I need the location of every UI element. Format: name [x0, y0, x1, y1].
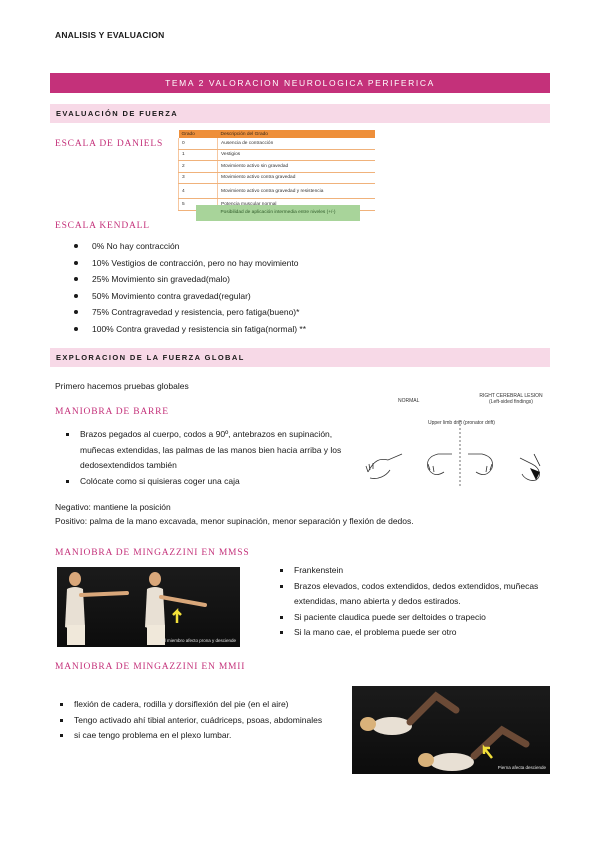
mmii-caption: Pierna afecta desciende: [497, 765, 546, 770]
topic-banner: TEMA 2 VALORACION NEUROLOGICA PERIFERICA: [50, 73, 550, 93]
arrow-icon: [484, 748, 492, 758]
barre-positive: Positivo: palma de la mano excavada, menor supinación, menor separación y flexión de dedos.: [55, 516, 414, 526]
table-cell: Vestigios: [218, 149, 376, 161]
table-cell: Movimiento activo contra gravedad y resistencia: [218, 184, 376, 199]
daniels-table-header: [179, 130, 376, 138]
barre-figure: [360, 390, 550, 490]
figure-label-drift: Upper limb drift (pronator drift): [428, 420, 495, 426]
list-item: 75% Contragravedad y resistencia, pero fatiga(bueno)*: [74, 304, 514, 321]
table-cell: 2: [179, 161, 218, 173]
table-cell: 1: [179, 149, 218, 161]
table-cell: 0: [179, 138, 218, 149]
barre-heading: MANIOBRA DE BARRE: [55, 407, 169, 417]
mmss-illustration: [57, 567, 240, 647]
list-item: 100% Contra gravedad y resistencia sin fatiga(normal) **: [74, 321, 514, 338]
list-item: 0% No hay contracción: [74, 238, 514, 255]
global-intro: Primero hacemos pruebas globales: [55, 381, 189, 391]
list-item: Si paciente claudica puede ser deltoides o trapecio: [278, 610, 550, 626]
figure-label-normal: NORMAL: [398, 398, 420, 404]
kendall-list: [74, 238, 514, 337]
list-item: Colócate como si quisieras coger una caja: [64, 474, 354, 490]
list-item: 50% Movimiento contra gravedad(regular): [74, 288, 514, 305]
figure-label-lesion-title: RIGHT CEREBRAL LESION: [479, 393, 543, 399]
list-item: Tengo activado ahí tibial anterior, cuádriceps, psoas, abdominales: [58, 713, 348, 729]
mmss-photo: [57, 567, 240, 647]
table-row: [179, 138, 376, 149]
daniels-col-grade: Grado: [179, 130, 218, 138]
document-header: ANALISIS Y EVALUACION: [55, 30, 165, 40]
barre-list: [64, 427, 354, 489]
list-item: 25% Movimiento sin gravedad(malo): [74, 271, 514, 288]
list-item: si cae tengo problema en el plexo lumbar.: [58, 728, 348, 744]
figure-label-lesion-sub: (Left-sided findings): [489, 399, 533, 405]
table-cell: 5: [179, 199, 218, 211]
table-row: [179, 172, 376, 184]
mmii-photo: [352, 686, 550, 774]
arrow-icon: [173, 611, 181, 623]
mmii-illustration: [352, 686, 550, 774]
mmss-list: [278, 563, 550, 641]
barre-illustration: [360, 420, 550, 490]
list-item: Brazos pegados al cuerpo, codos a 90º, antebrazos en supinación, muñecas extendidas, las palmas de las manos bien hacia arriba y los dedosextendidos también: [64, 427, 354, 474]
daniels-col-description: Descripción del Grado: [218, 130, 376, 138]
section-bar-fuerza: EVALUACIÓN DE FUERZA: [50, 104, 550, 123]
mmss-heading: MANIOBRA DE MINGAZZINI EN MMSS: [55, 548, 250, 558]
list-item: flexión de cadera, rodilla y dorsiflexión del pie (en el aire): [58, 697, 348, 713]
list-item: Brazos elevados, codos extendidos, dedos extendidos, muñecas extendidas, mano abierta y dedos estirados.: [278, 579, 550, 610]
section-bar-global: EXPLORACION DE LA FUERZA GLOBAL: [50, 348, 550, 367]
list-item: Frankenstein: [278, 563, 550, 579]
table-cell: Movimiento activo sin gravedad: [218, 161, 376, 173]
mmii-heading: MANIOBRA DE MINGAZZINI EN MMII: [55, 662, 246, 672]
table-cell: 3: [179, 172, 218, 184]
table-cell: Movimiento activo contra gravedad: [218, 172, 376, 184]
mmss-caption: El miembro afecto prona y desciende: [161, 638, 236, 643]
daniels-table: [178, 130, 375, 211]
mmii-list: [58, 697, 348, 744]
figure-label-lesion: [472, 393, 550, 405]
table-row: [179, 161, 376, 173]
list-item: Si la mano cae, el problema puede ser otro: [278, 625, 550, 641]
daniels-table-wrap: [178, 130, 375, 211]
daniels-note: Posibilidad de aplicación intermedia entre niveles (+/-): [196, 205, 360, 221]
barre-negative: Negativo: mantiene la posición: [55, 502, 171, 512]
list-item: 10% Vestigios de contracción, pero no hay movimiento: [74, 255, 514, 272]
table-row: [179, 149, 376, 161]
table-row: [179, 184, 376, 199]
kendall-heading: ESCALA KENDALL: [55, 221, 150, 231]
table-cell: Ausencia de contracción: [218, 138, 376, 149]
table-cell: 4: [179, 184, 218, 199]
daniels-heading: ESCALA DE DANIELS: [55, 139, 164, 149]
